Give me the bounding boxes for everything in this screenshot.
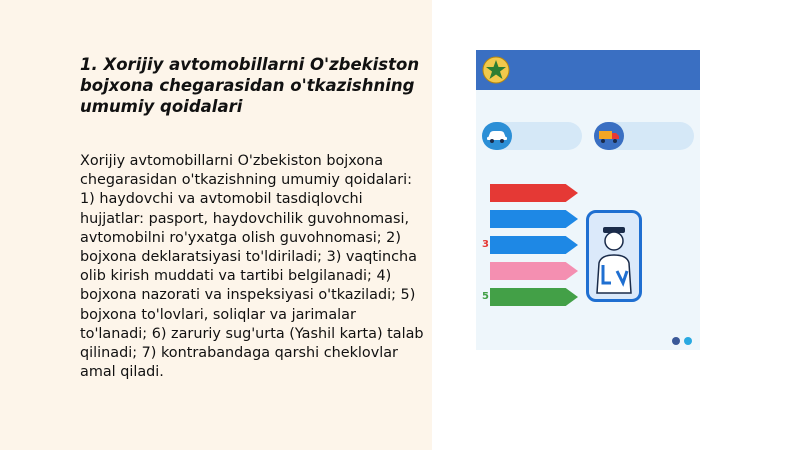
slide-body-text: Xorijiy avtomobillarni O'zbekiston bojxona chegarasidan o'tkazishning umumiy qoidalari: 1) haydovchi va avtomobil tasdiqlovchi hujjatlar: pasport, haydovchilik guvohnomasi, avtomobilni ro'yxatga olish guvohnomasi; 2) bojxona deklaratsiyasi to'ldiriladi; 3) vaqtincha olib kirish muddati va tartibi belgilanadi; 4) bojxona nazorati va inspeksiyasi o'tkaziladi; 5) bojxona to'lovlari, soliqlar va jarimalar to'lanadi; 6) zaruriy sug'urta (Yashil karta) talab qilinadi; 7) kontrabandaga qarshi cheklovlar amal qiladi.	[80, 153, 424, 381]
truck-info	[594, 122, 694, 150]
car-info	[482, 122, 582, 150]
customs-infographic	[476, 50, 700, 350]
emblem-icon	[482, 56, 510, 84]
step-1-arrow	[490, 184, 578, 202]
step-4-arrow	[490, 262, 578, 280]
infographic-footer	[476, 332, 700, 350]
step-5-arrow	[490, 288, 578, 306]
slide-title: 1. Xorijiy avtomobillarni O'zbekiston bojxona chegarasidan o'tkazishning umumiy qoidalari	[80, 55, 420, 116]
car-icon	[482, 122, 512, 150]
telegram-icon	[684, 337, 692, 345]
customs-officer-icon	[586, 210, 642, 302]
step-2-arrow	[490, 210, 578, 228]
step-3-number: 3	[482, 239, 489, 250]
step-3-arrow	[490, 236, 578, 254]
truck-icon	[594, 122, 624, 150]
step-5-number: 5	[482, 291, 489, 302]
infographic-header	[476, 50, 700, 90]
facebook-icon	[672, 337, 680, 345]
